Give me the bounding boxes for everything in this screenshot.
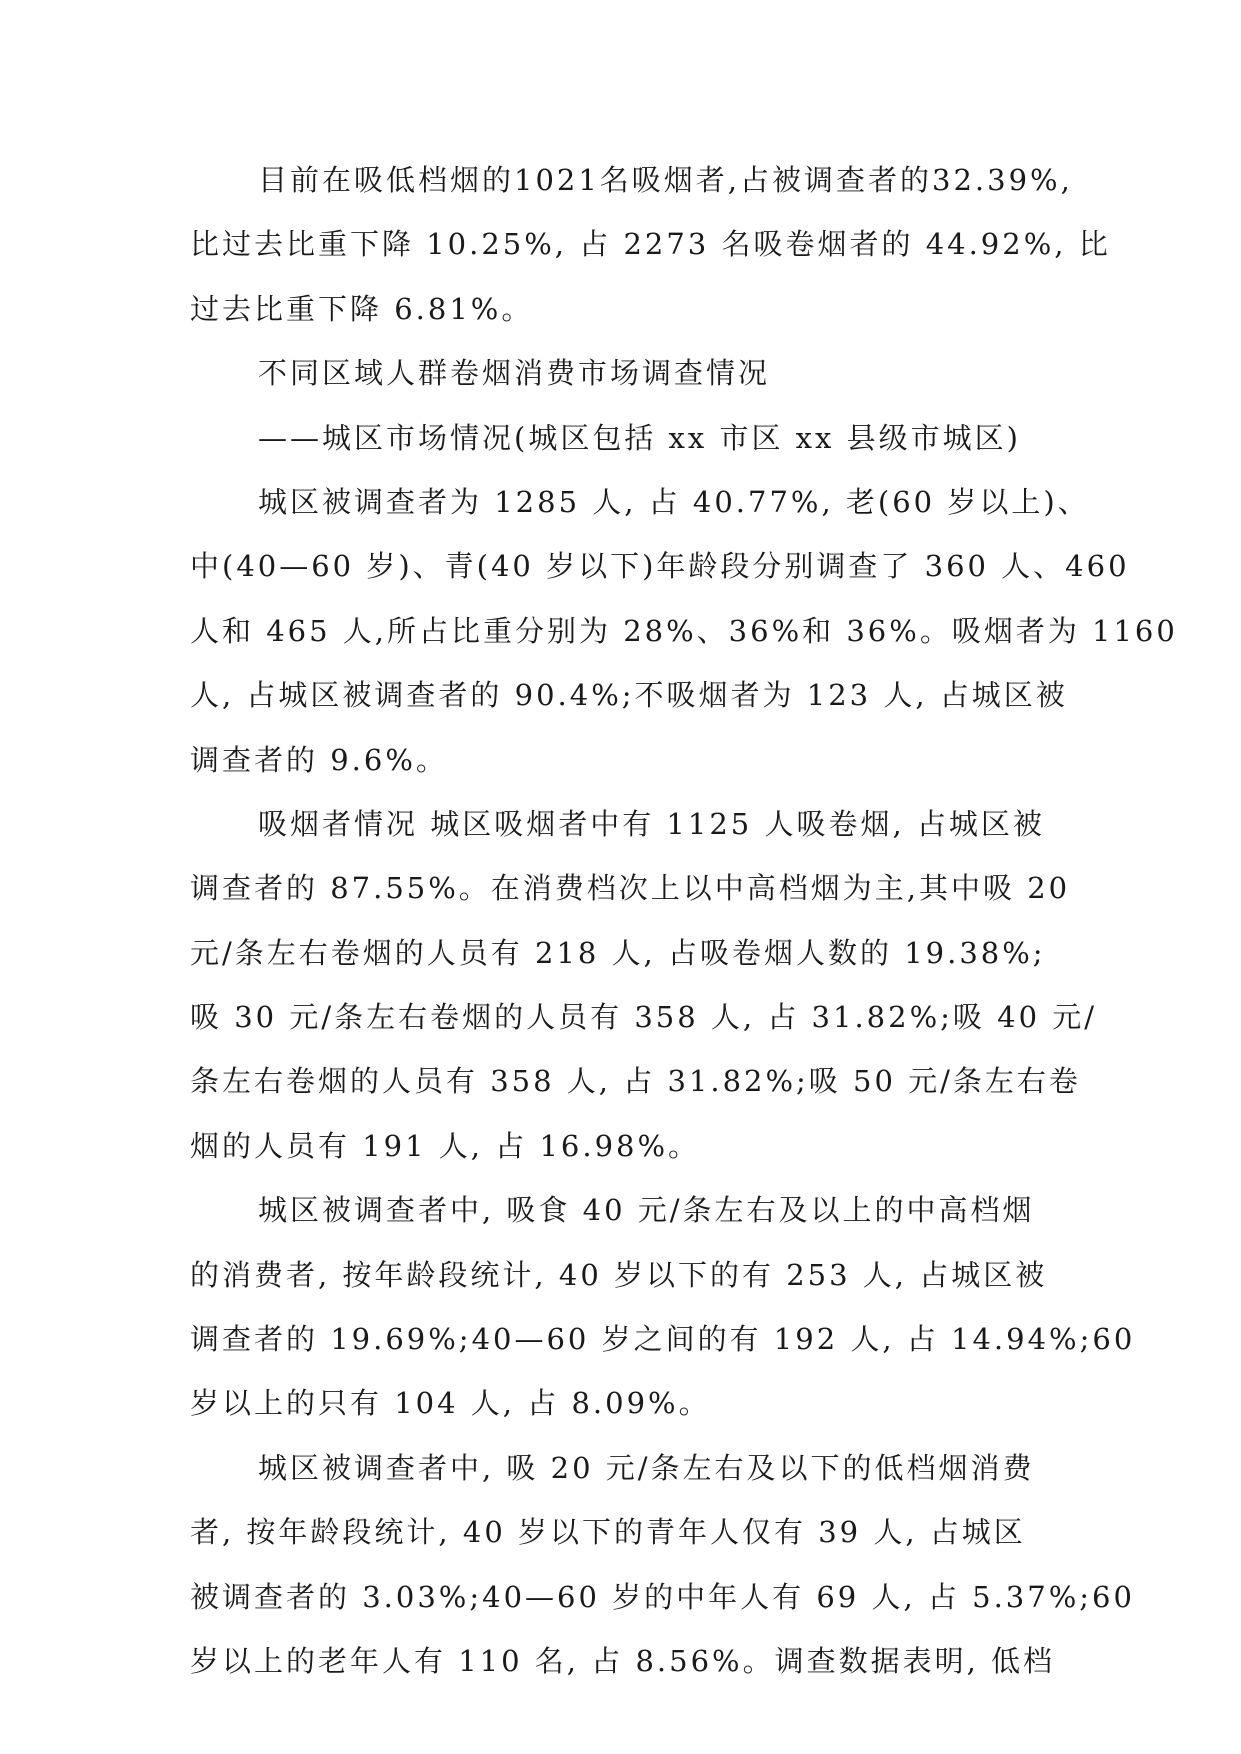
text-line: 被调查者的 3.03%;40—60 岁的中年人有 69 人, 占 5.37%;60 (190, 1579, 1135, 1614)
section-heading (190, 341, 1062, 405)
text-line: 城区被调查者中, 吸 20 元/条左右及以下的低档烟消费 (258, 1450, 1035, 1485)
paragraph-low-grade-by-age (190, 1436, 1135, 1694)
subsection-heading (190, 406, 1062, 470)
paragraph-low-grade-smokers (190, 148, 1111, 341)
text-line: 岁以上的老年人有 110 名, 占 8.56%。调查数据表明, 低档 (190, 1643, 1056, 1678)
paragraph-smoker-situation (190, 792, 1098, 1178)
text-line: 烟的人员有 191 人, 占 16.98%。 (190, 1128, 701, 1163)
text-line: 调查者的 87.55%。在消费档次上以中高档烟为主,其中吸 20 (190, 871, 1071, 906)
text-line: 人, 占城区被调查者的 90.4%;不吸烟者为 123 人, 占城区被 (190, 678, 1068, 713)
text-line: 中(40—60 岁)、青(40 岁以下)年龄段分别调查了 360 人、460 (190, 549, 1130, 584)
section-heading-text: 不同区域人群卷烟消费市场调查情况 (258, 356, 771, 391)
text-line: 岁以上的只有 104 人, 占 8.09%。 (190, 1386, 711, 1421)
text-line: 吸 30 元/条左右卷烟的人员有 358 人, 占 31.82%;吸 40 元/ (190, 1000, 1098, 1035)
paragraph-urban-respondents (190, 470, 1178, 792)
text-line: 人和 465 人,所占比重分别为 28%、36%和 36%。吸烟者为 1160 (190, 613, 1178, 648)
text-line: 条左右卷烟的人员有 358 人, 占 31.82%;吸 50 元/条左右卷 (190, 1064, 1081, 1099)
paragraph-mid-high-grade-by-age (190, 1178, 1136, 1436)
text-line: 元/条左右卷烟的人员有 218 人, 占吸卷烟人数的 19.38%; (190, 935, 1046, 970)
text-line: 吸烟者情况 城区吸烟者中有 1125 人吸卷烟, 占城区被 (258, 806, 1045, 841)
text-line: 城区被调查者中, 吸食 40 元/条左右及以上的中高档烟 (258, 1193, 1035, 1228)
text-line: 者, 按年龄段统计, 40 岁以下的青年人仅有 39 人, 占城区 (190, 1515, 1026, 1550)
text-line: 城区被调查者为 1285 人, 占 40.77%, 老(60 岁以上)、 (258, 484, 1090, 519)
text-line: 目前在吸低档烟的1021名吸烟者,占被调查者的32.39%, (258, 163, 1073, 197)
subsection-heading-text: ——城区市场情况(城区包括 xx 市区 xx 县级市城区) (258, 420, 1021, 455)
text-line: 过去比重下降 6.81%。 (190, 291, 534, 326)
text-line: 的消费者, 按年龄段统计, 40 岁以下的有 253 人, 占城区被 (190, 1257, 1048, 1292)
text-line: 调查者的 9.6%。 (190, 742, 448, 777)
document-page (190, 148, 1178, 1693)
text-line: 调查者的 19.69%;40—60 岁之间的有 192 人, 占 14.94%;60 (190, 1322, 1136, 1357)
text-line: 比过去比重下降 10.25%, 占 2273 名吸卷烟者的 44.92%, 比 (190, 227, 1111, 262)
